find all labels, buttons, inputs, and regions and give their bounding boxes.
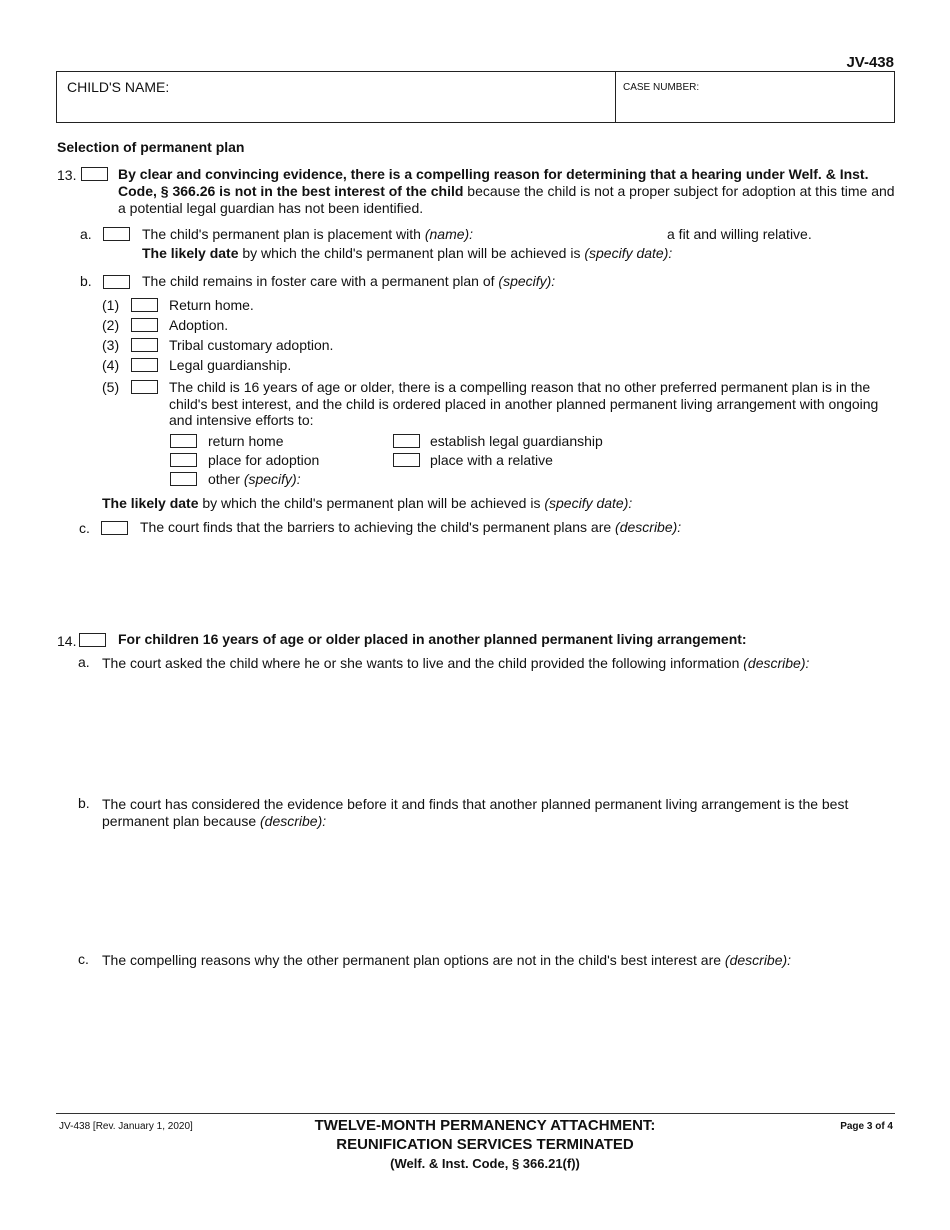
- item13b-text-main: The child remains in foster care with a permanent plan of: [142, 273, 499, 289]
- sub-return-home-checkbox[interactable]: [170, 434, 197, 448]
- item13b-opt4-label: Legal guardianship.: [169, 357, 292, 373]
- item13-line3: a potential legal guardian has not been identified.: [118, 200, 424, 216]
- item13-line1: By clear and convincing evidence, there is a compelling reason for determining that a hearing under Welf. & Inst.: [118, 166, 869, 182]
- sub-relative-checkbox[interactable]: [393, 453, 420, 467]
- form-number: JV-438: [846, 54, 894, 71]
- footer-citation: (Welf. & Inst. Code, § 366.21(f)): [390, 1156, 580, 1171]
- item13a-text-main: The child's permanent plan is placement with: [142, 226, 425, 242]
- item14b-line2: [102, 812, 326, 830]
- item13c-text: [140, 518, 681, 536]
- item14b-letter: b.: [78, 795, 90, 811]
- item13c-text-main: The court finds that the barriers to achieving the child's permanent plans are: [140, 519, 616, 535]
- case-number-label: CASE NUMBER:: [623, 82, 700, 93]
- item13b-likely-italic: (specify date):: [544, 495, 633, 511]
- footer-rule: [56, 1113, 895, 1114]
- item13b-opt2-num: (2): [102, 317, 120, 333]
- item13a-relative-text: a fit and willing relative.: [667, 226, 812, 242]
- item13a-likely-italic: (specify date):: [584, 245, 673, 261]
- item13a-likely-bold: The likely date: [142, 245, 239, 261]
- item13b-opt2-checkbox[interactable]: [131, 318, 158, 332]
- sub-return-home-label: return home: [208, 433, 284, 449]
- sub-relative-label: place with a relative: [430, 452, 553, 468]
- item13a-text-italic: (name):: [424, 226, 474, 242]
- item13b-opt4-num: (4): [102, 357, 120, 373]
- item14b-line1: The court has considered the evidence before it and finds that another planned permanent living arrangement is the best: [102, 796, 849, 812]
- item13b-checkbox[interactable]: [103, 275, 130, 289]
- item13b-opt5-num: (5): [102, 379, 120, 395]
- caption-box: [56, 71, 895, 123]
- item14a-text-main: The court asked the child where he or she wants to live and the child provided the following information: [102, 655, 744, 671]
- item13b-letter: b.: [80, 273, 92, 289]
- footer-title-line1: TWELVE-MONTH PERMANENCY ATTACHMENT:: [314, 1117, 656, 1134]
- item13b-opt3-checkbox[interactable]: [131, 338, 158, 352]
- item13b-likely-bold: The likely date: [102, 495, 199, 511]
- sub-other-text: other: [208, 471, 244, 487]
- footer-title-line2: REUNIFICATION SERVICES TERMINATED: [336, 1136, 634, 1153]
- item14-checkbox[interactable]: [79, 633, 106, 647]
- item14c-text-main: The compelling reasons why the other permanent plan options are not in the child's best interest are: [102, 952, 725, 968]
- item13-line2-bold: Code, § 366.26 is not in the best interest of the child: [118, 183, 464, 199]
- item13b-opt5-line2: child's best interest, and the child is ordered placed in another planned permanent living arrangement with ongoing: [169, 396, 879, 412]
- section-title: Selection of permanent plan: [57, 139, 245, 155]
- item13-line2-rest: because the child is not a proper subject for adoption at this time and: [463, 183, 895, 199]
- item14-heading: For children 16 years of age or older placed in another planned permanent living arrangement:: [118, 631, 747, 647]
- item13b-opt1-num: (1): [102, 297, 120, 313]
- caption-divider: [615, 72, 616, 122]
- item13c-text-italic: (describe):: [615, 519, 682, 535]
- item13b-opt2-label: Adoption.: [169, 317, 229, 333]
- item13-number: 13.: [57, 167, 77, 183]
- item13a-likely-date: [142, 244, 672, 262]
- sub-other-checkbox[interactable]: [170, 472, 197, 486]
- item13b-opt5-checkbox[interactable]: [131, 380, 158, 394]
- item13a-checkbox[interactable]: [103, 227, 130, 241]
- item13b-opt1-label: Return home.: [169, 297, 254, 313]
- item13b-likely-rest: by which the child's permanent plan will be achieved is: [198, 495, 545, 511]
- child-name-label: CHILD'S NAME:: [67, 79, 170, 95]
- case-number-field[interactable]: [623, 98, 888, 118]
- item13-checkbox[interactable]: [81, 167, 108, 181]
- item13b-opt3-num: (3): [102, 337, 120, 353]
- item13b-likely-date: [102, 494, 632, 512]
- item13c-letter: c.: [79, 520, 90, 536]
- item14a-letter: a.: [78, 654, 90, 670]
- item13b-opt5-line3: and intensive efforts to:: [169, 412, 314, 428]
- item14b-line2-main: permanent plan because: [102, 813, 260, 829]
- item14c-text-italic: (describe):: [724, 952, 792, 968]
- item14a-text: [102, 654, 809, 672]
- sub-legal-guardianship-checkbox[interactable]: [393, 434, 420, 448]
- item13b-opt3-label: Tribal customary adoption.: [169, 337, 334, 353]
- item14b-line2-italic: (describe):: [260, 813, 327, 829]
- item14c-letter: c.: [78, 951, 89, 967]
- item14-number: 14.: [57, 633, 77, 649]
- item13a-text: [142, 225, 473, 243]
- footer-page-number: Page 3 of 4: [840, 1121, 893, 1132]
- item13-line2: [118, 182, 895, 200]
- sub-legal-guardianship-label: establish legal guardianship: [430, 433, 603, 449]
- footer-title: [200, 1116, 770, 1154]
- item13a-name-field[interactable]: [478, 225, 660, 241]
- item13b-text: [142, 272, 555, 290]
- child-name-field[interactable]: [67, 98, 607, 118]
- item13c-checkbox[interactable]: [101, 521, 128, 535]
- sub-other-label: [208, 470, 301, 488]
- item13a-letter: a.: [80, 226, 92, 242]
- item13b-opt5-line1: The child is 16 years of age or older, there is a compelling reason that no other preferred permanent plan is in the: [169, 379, 871, 395]
- item13b-opt4-checkbox[interactable]: [131, 358, 158, 372]
- footer-revision: JV-438 [Rev. January 1, 2020]: [59, 1121, 193, 1132]
- sub-adoption-label: place for adoption: [208, 452, 320, 468]
- sub-other-italic: (specify):: [243, 471, 301, 487]
- item13b-text-italic: (specify):: [498, 273, 556, 289]
- sub-adoption-checkbox[interactable]: [170, 453, 197, 467]
- item14c-text: [102, 951, 791, 969]
- item13a-likely-rest: by which the child's permanent plan will be achieved is: [238, 245, 585, 261]
- item13b-opt1-checkbox[interactable]: [131, 298, 158, 312]
- item14a-text-italic: (describe):: [743, 655, 810, 671]
